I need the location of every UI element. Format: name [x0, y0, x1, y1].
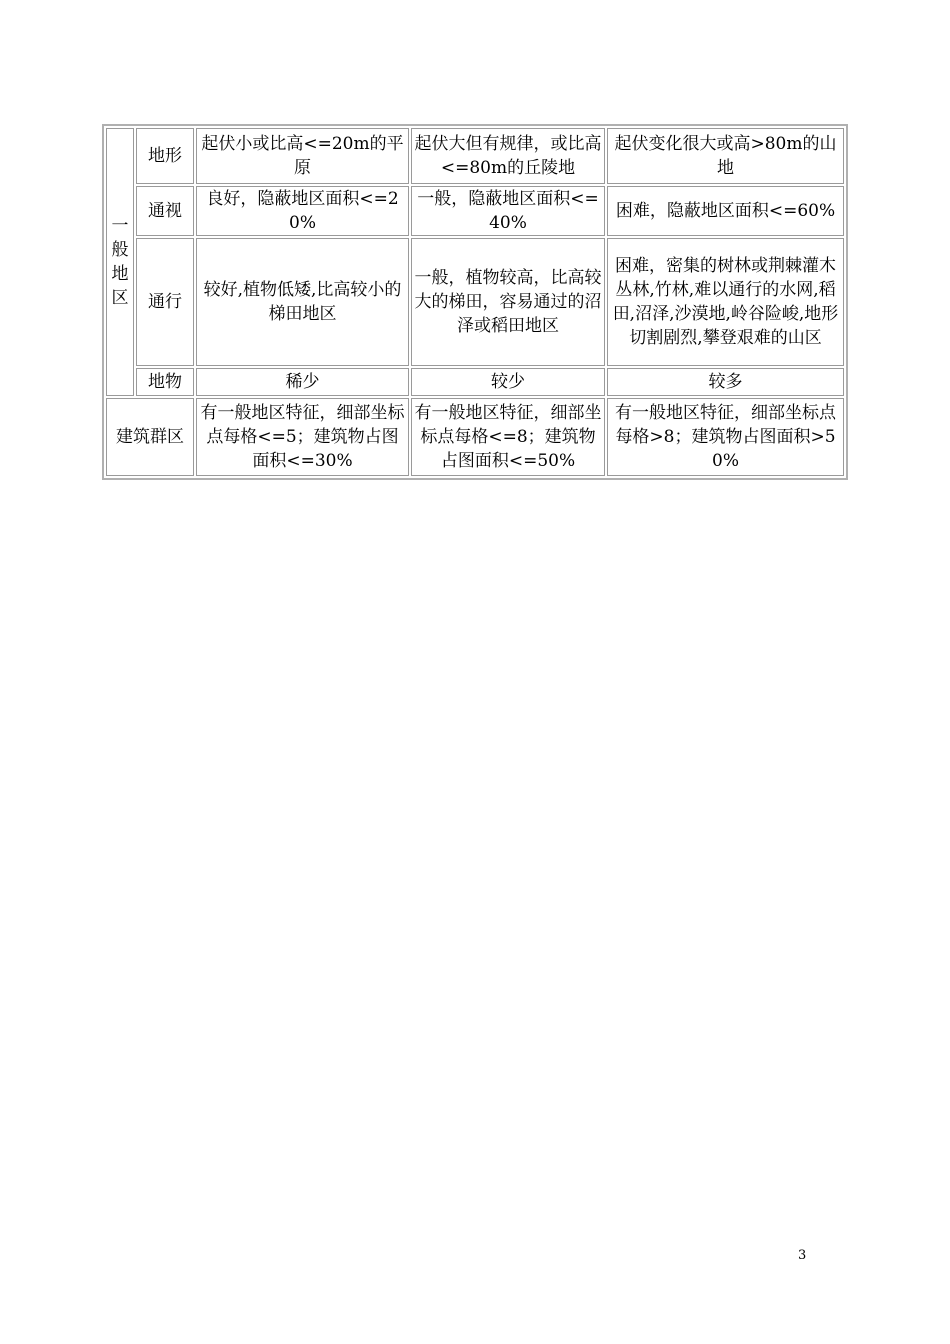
table-row-passage — [106, 238, 844, 366]
table-row-buildings — [106, 398, 844, 476]
row-label-features: 地物 — [136, 368, 194, 396]
general-area-label-char: 般 — [111, 240, 129, 260]
features-cell-3: 较多 — [607, 368, 844, 396]
general-area-label-char: 一 — [111, 216, 129, 236]
row-label-passage: 通行 — [136, 238, 194, 366]
row-label-terrain: 地形 — [136, 128, 194, 184]
row-label-visibility: 通视 — [136, 186, 194, 236]
general-area-group-label — [106, 128, 134, 396]
visibility-cell-2: 一般，隐蔽地区面积<=40% — [411, 186, 605, 236]
terrain-classification-table-wrapper — [102, 124, 848, 480]
general-area-label-char: 地 — [111, 264, 129, 284]
passage-cell-1: 较好,植物低矮,比高较小的梯田地区 — [196, 238, 409, 366]
terrain-cell-hill: 起伏大但有规律，或比高<=80m的丘陵地 — [411, 128, 605, 184]
terrain-cell-mountain: 起伏变化很大或高>80m的山地 — [607, 128, 844, 184]
visibility-cell-1: 良好，隐蔽地区面积<=20% — [196, 186, 409, 236]
terrain-classification-table — [102, 124, 848, 480]
buildings-cell-2: 有一般地区特征，细部坐标点每格<=8；建筑物占图面积<=50% — [411, 398, 605, 476]
terrain-cell-plain: 起伏小或比高<=20m的平原 — [196, 128, 409, 184]
row-label-buildings: 建筑群区 — [106, 398, 194, 476]
features-cell-1: 稀少 — [196, 368, 409, 396]
page-number: 3 — [798, 1248, 807, 1263]
table-row-visibility — [106, 186, 844, 236]
visibility-cell-3: 困难，隐蔽地区面积<=60% — [607, 186, 844, 236]
buildings-cell-3: 有一般地区特征，细部坐标点每格>8；建筑物占图面积>50% — [607, 398, 844, 476]
table-row-features — [106, 368, 844, 396]
passage-cell-3: 困难，密集的树林或荆棘灌木丛林,竹林,难以通行的水网,稻田,沼泽,沙漠地,岭谷险峻,地形切割剧烈,攀登艰难的山区 — [607, 238, 844, 366]
table-row-terrain — [106, 128, 844, 184]
passage-cell-2: 一般，植物较高，比高较大的梯田，容易通过的沼泽或稻田地区 — [411, 238, 605, 366]
buildings-cell-1: 有一般地区特征，细部坐标点每格<=5；建筑物占图面积<=30% — [196, 398, 409, 476]
features-cell-2: 较少 — [411, 368, 605, 396]
general-area-label-char: 区 — [111, 288, 129, 308]
